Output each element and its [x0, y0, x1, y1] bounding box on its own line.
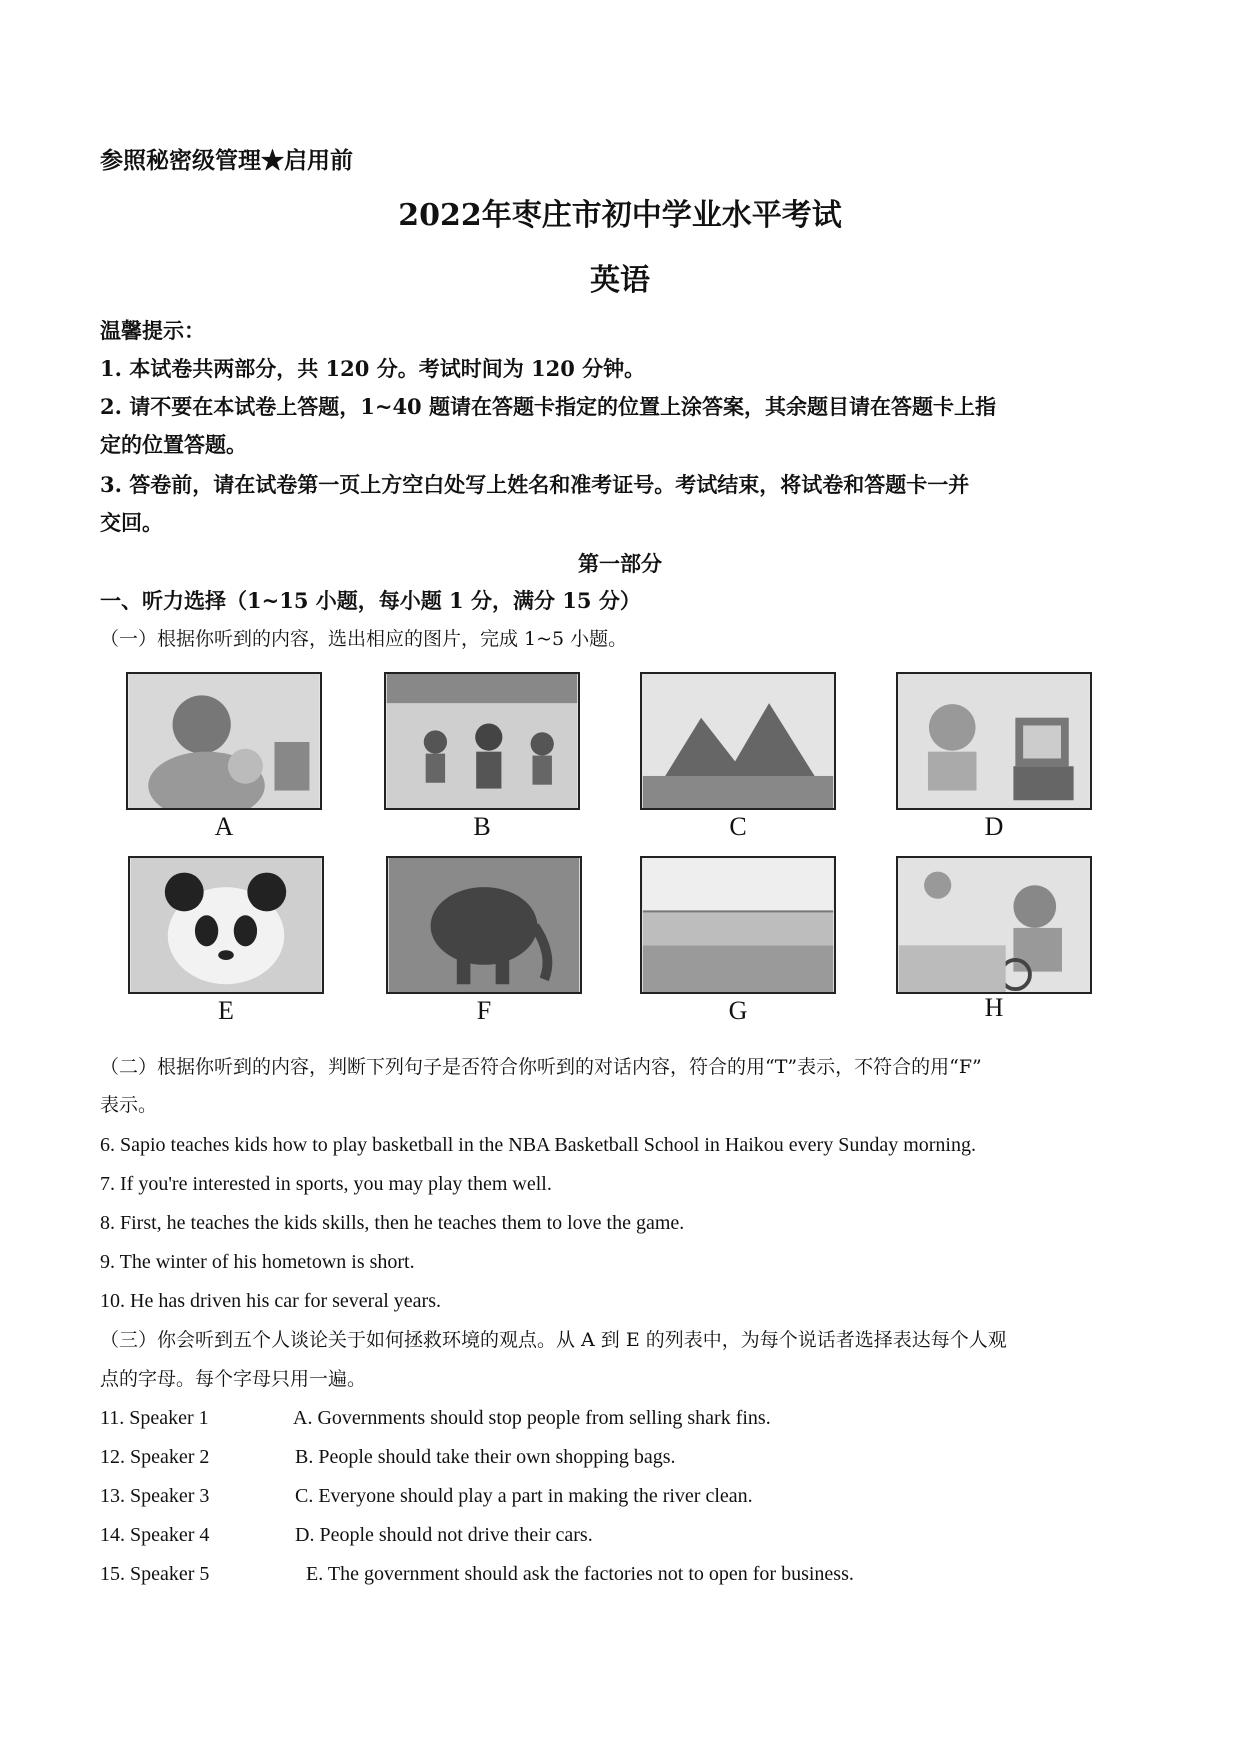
statement-7: 7. If you're interested in sports, you may play them well. — [100, 1173, 552, 1195]
subject-title: 英语 — [590, 263, 650, 298]
sub2-instruction-line1: （二）根据你听到的内容，判断下列句子是否符合你听到的对话内容，符合的用“T”表示，不符合的用“F” — [100, 1056, 982, 1078]
picture-g-beach — [640, 856, 836, 994]
picture-h-man-in-wheelchair — [896, 856, 1092, 994]
statement-6: 6. Sapio teaches kids how to play basketball in the NBA Basketball School in Haikou every Sunday morning. — [100, 1134, 976, 1156]
sub3-instruction-line1: （三）你会听到五个人谈论关于如何拯救环境的观点。从 A 到 E 的列表中，为每个说话者选择表达每个人观 — [100, 1329, 1007, 1351]
picture-label-b: B — [473, 812, 491, 841]
option-e: E. The government should ask the factories not to open for business. — [306, 1563, 854, 1585]
sub3-instruction-line2: 点的字母。每个字母只用一遍。 — [100, 1368, 367, 1390]
picture-c-mountain — [640, 672, 836, 810]
exam-title: 2022年枣庄市初中学业水平考试 — [398, 198, 842, 233]
picture-label-a: A — [214, 812, 234, 841]
option-b: B. People should take their own shopping bags. — [295, 1446, 676, 1468]
notice-item-2-cont: 定的位置答题。 — [100, 432, 247, 457]
picture-label-e: E — [218, 996, 234, 1025]
picture-b-robots-dancing — [384, 672, 580, 810]
picture-label-c: C — [729, 812, 747, 841]
statement-8: 8. First, he teaches the kids skills, then he teaches them to love the game. — [100, 1212, 685, 1234]
sub1-instruction: （一）根据你听到的内容，选出相应的图片，完成 1~5 小题。 — [100, 628, 628, 650]
statement-9: 9. The winter of his hometown is short. — [100, 1251, 415, 1273]
speaker-5: 15. Speaker 5 — [100, 1563, 210, 1585]
picture-a-girl-with-doll — [126, 672, 322, 810]
notice-item-2: 2. 请不要在本试卷上答题，1~40 题请在答题卡指定的位置上涂答案，其余题目请在答题卡上指 — [100, 394, 996, 419]
listening-section-title: 一、听力选择（1~15 小题，每小题 1 分，满分 15 分） — [100, 588, 641, 613]
speaker-1: 11. Speaker 1 — [100, 1407, 209, 1429]
picture-label-f: F — [476, 996, 492, 1025]
notice-item-1: 1. 本试卷共两部分，共 120 分。考试时间为 120 分钟。 — [100, 356, 646, 381]
picture-d-boy-watching-tv — [896, 672, 1092, 810]
notice-item-3: 3. 答卷前，请在试卷第一页上方空白处写上姓名和准考证号。考试结束，将试卷和答题卡一并 — [100, 472, 970, 497]
option-a: A. Governments should stop people from selling shark fins. — [293, 1407, 771, 1429]
picture-e-panda — [128, 856, 324, 994]
sub2-instruction-line2: 表示。 — [100, 1094, 158, 1116]
part-one-title: 第一部分 — [578, 551, 662, 576]
option-c: C. Everyone should play a part in making the river clean. — [295, 1485, 753, 1507]
notice-heading: 温馨提示： — [100, 318, 205, 343]
statement-10: 10. He has driven his car for several years. — [100, 1290, 441, 1312]
notice-item-3-cont: 交回。 — [100, 510, 163, 535]
picture-label-g: G — [728, 996, 748, 1025]
confidentiality-label: 参照秘密级管理★启用前 — [100, 147, 353, 174]
option-d: D. People should not drive their cars. — [295, 1524, 593, 1546]
speaker-2: 12. Speaker 2 — [100, 1446, 210, 1468]
speaker-3: 13. Speaker 3 — [100, 1485, 210, 1507]
speaker-4: 14. Speaker 4 — [100, 1524, 210, 1546]
picture-f-elephant — [386, 856, 582, 994]
picture-label-h: H — [984, 993, 1004, 1022]
picture-label-d: D — [984, 812, 1004, 841]
